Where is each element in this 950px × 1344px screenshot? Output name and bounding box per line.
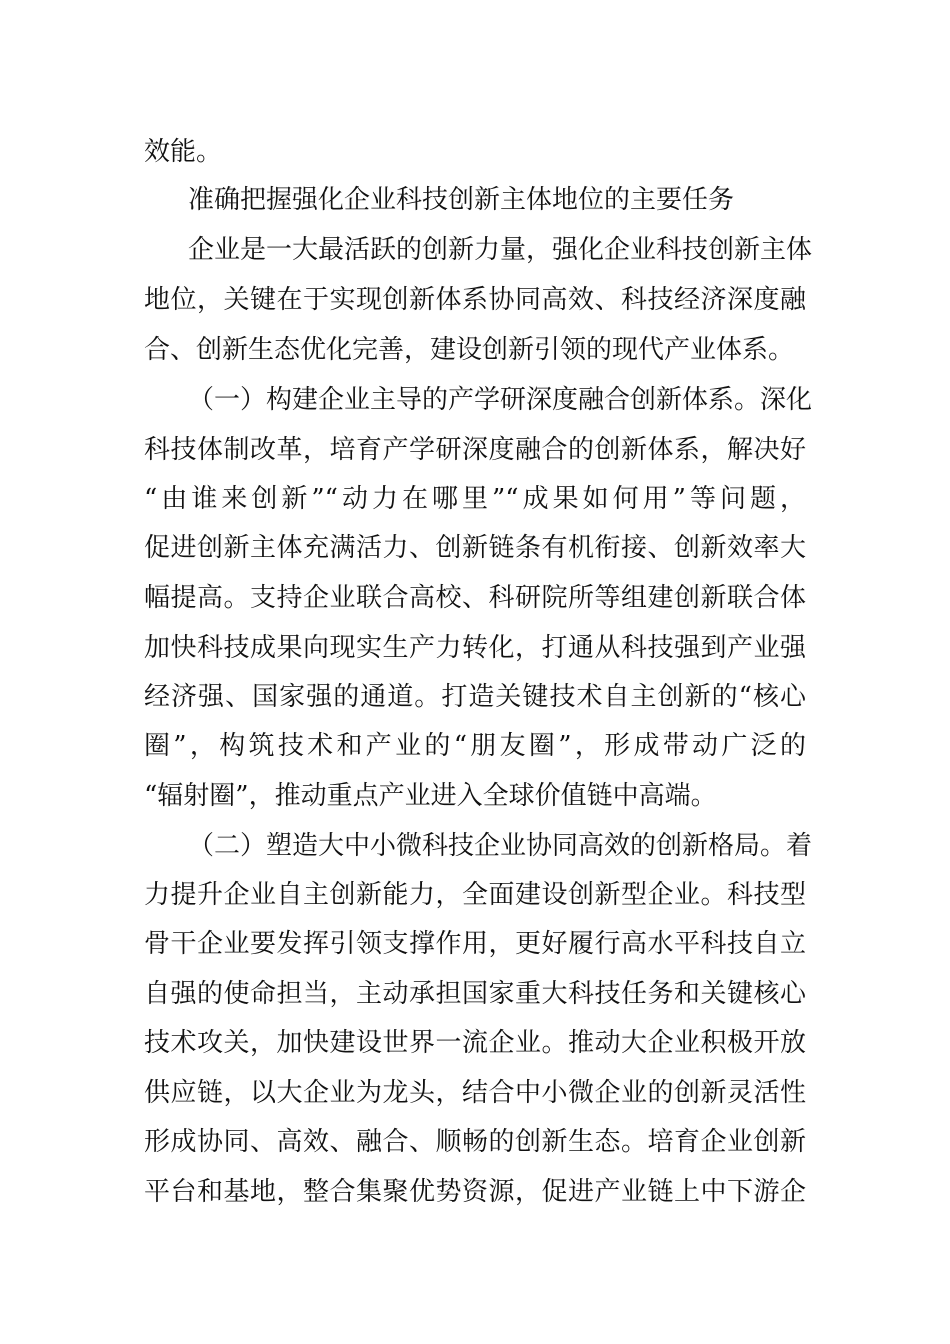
text-line: 合、创新生态优化完善，建设创新引领的现代产业体系。 <box>144 335 795 365</box>
text-line: 促进创新主体充满活力、创新链条有机衔接、创新效率大 <box>144 533 806 563</box>
text-line: （一）构建企业主导的产学研深度融合创新体系。深化 <box>188 385 813 415</box>
text-line: 形成协同、高效、融合、顺畅的创新生态。培育企业创新 <box>144 1127 806 1157</box>
text-line: 经济强、国家强的通道。打造关键技术自主创新的“核心 <box>144 682 806 712</box>
text-line: “由谁来创新”“动力在哪里”“成果如何用”等问题， <box>144 484 806 514</box>
text-line: “辐射圈”，推动重点产业进入全球价值链中高端。 <box>144 781 717 811</box>
text-line: 技术攻关，加快建设世界一流企业。推动大企业积极开放 <box>144 1028 806 1058</box>
text-line: 力提升企业自主创新能力，全面建设创新型企业。科技型 <box>144 880 806 910</box>
text-line: 自强的使命担当，主动承担国家重大科技任务和关键核心 <box>144 979 806 1009</box>
text-line: 圈”，构筑技术和产业的“朋友圈”，形成带动广泛的 <box>144 731 806 761</box>
text-line: （二）塑造大中小微科技企业协同高效的创新格局。着 <box>188 831 813 861</box>
section-heading: 准确把握强化企业科技创新主体地位的主要任务 <box>188 185 735 215</box>
text-line: 地位，关键在于实现创新体系协同高效、科技经济深度融 <box>144 285 806 315</box>
text-line: 供应链，以大企业为龙头，结合中小微企业的创新灵活性 <box>144 1078 806 1108</box>
text-line: 骨干企业要发挥引领支撑作用，更好履行高水平科技自立 <box>144 929 806 959</box>
text-line: 企业是一大最活跃的创新力量，强化企业科技创新主体 <box>188 235 813 265</box>
text-line: 加快科技成果向现实生产力转化，打通从科技强到产业强 <box>144 633 806 663</box>
text-line: 效能。 <box>144 137 223 167</box>
text-line: 科技体制改革，培育产学研深度融合的创新体系，解决好 <box>144 435 806 465</box>
text-line: 平台和基地，整合集聚优势资源，促进产业链上中下游企 <box>144 1177 806 1207</box>
text-line: 幅提高。支持企业联合高校、科研院所等组建创新联合体 <box>144 583 806 613</box>
